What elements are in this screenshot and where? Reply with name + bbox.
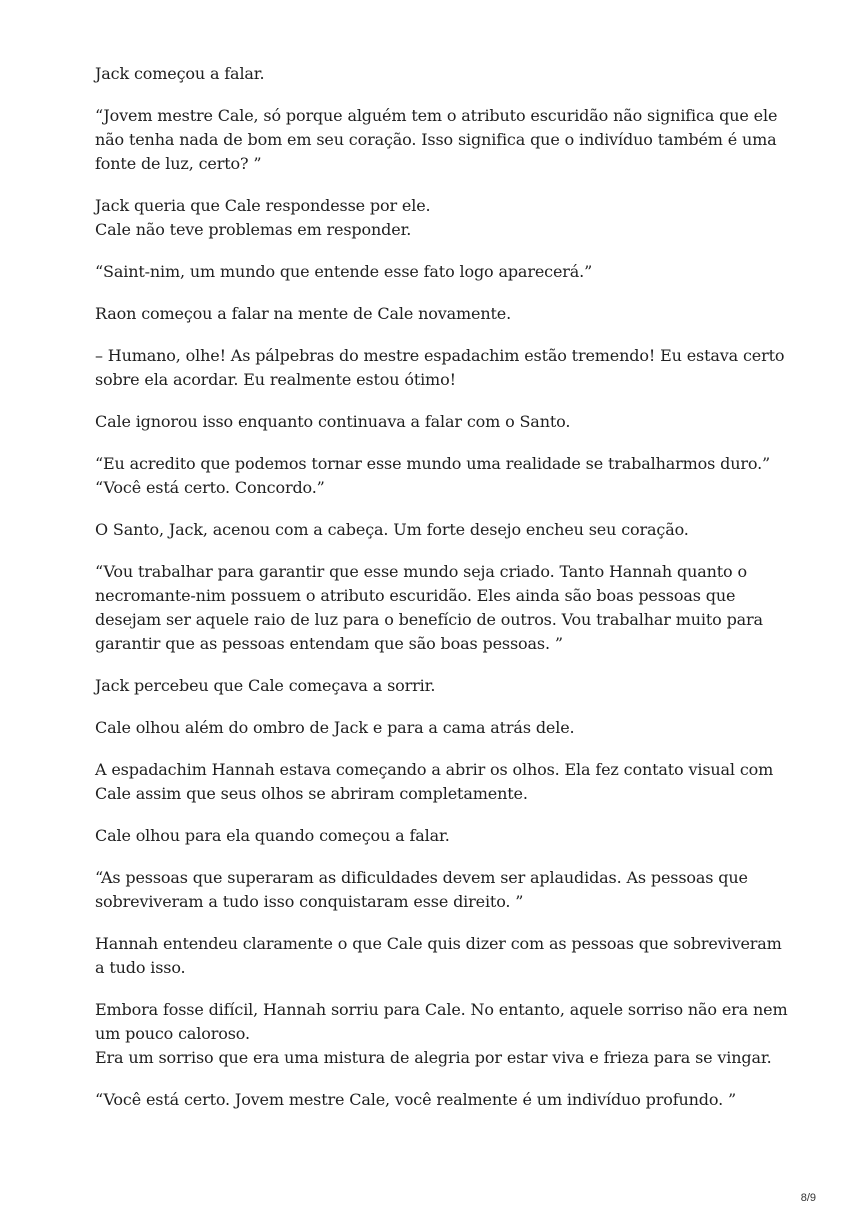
paragraph: “Jovem mestre Cale, só porque alguém tem o atributo escuridão não significa que ele não tenha nada de bom em seu coração. Isso significa que o indivíduo também é uma fonte de luz, certo? ” (95, 106, 778, 173)
paragraph: Hannah entendeu claramente o que Cale quis dizer com as pessoas que sobreviveram a tudo isso. (95, 934, 782, 977)
paragraph: Raon começou a falar na mente de Cale novamente. (95, 304, 512, 323)
paragraph: Jack começou a falar. (95, 64, 265, 83)
document-body (95, 62, 795, 1130)
paragraph: Jack percebeu que Cale começava a sorrir. (95, 676, 436, 695)
paragraph: “Eu acredito que podemos tornar esse mundo uma realidade se trabalharmos duro.” “Você está certo. Concordo.” (95, 454, 771, 497)
paragraph: A espadachim Hannah estava começando a abrir os olhos. Ela fez contato visual com Cale assim que seus olhos se abriram completamente. (95, 760, 774, 803)
paragraph: Embora fosse difícil, Hannah sorriu para Cale. No entanto, aquele sorriso não era nem um pouco caloroso. Era um sorriso que era uma mistura de alegria por estar viva e frieza para se vingar. (95, 1000, 788, 1067)
paragraph: – Humano, olhe! As pálpebras do mestre espadachim estão tremendo! Eu estava certo sobre ela acordar. Eu realmente estou ótimo! (95, 346, 785, 389)
paragraph: “Você está certo. Jovem mestre Cale, você realmente é um indivíduo profundo. ” (95, 1090, 736, 1109)
paragraph: Cale olhou além do ombro de Jack e para a cama atrás dele. (95, 718, 575, 737)
page-number: 8/9 (800, 1192, 816, 1204)
paragraph: Jack queria que Cale respondesse por ele. Cale não teve problemas em responder. (95, 196, 431, 239)
paragraph: “Vou trabalhar para garantir que esse mundo seja criado. Tanto Hannah quanto o necromante-nim possuem o atributo escuridão. Eles ainda são boas pessoas que desejam ser aquele raio de luz para o benefício de outros. Vou trabalhar muito para garantir que as pessoas entendam que são boas pessoas. ” (95, 562, 763, 653)
paragraph: “Saint-nim, um mundo que entende esse fato logo aparecerá.” (95, 262, 593, 281)
paragraph: Cale olhou para ela quando começou a falar. (95, 826, 450, 845)
paragraph: Cale ignorou isso enquanto continuava a falar com o Santo. (95, 412, 571, 431)
paragraph: “As pessoas que superaram as dificuldades devem ser aplaudidas. As pessoas que sobreviveram a tudo isso conquistaram esse direito. ” (95, 868, 748, 911)
paragraph: O Santo, Jack, acenou com a cabeça. Um forte desejo encheu seu coração. (95, 520, 689, 539)
